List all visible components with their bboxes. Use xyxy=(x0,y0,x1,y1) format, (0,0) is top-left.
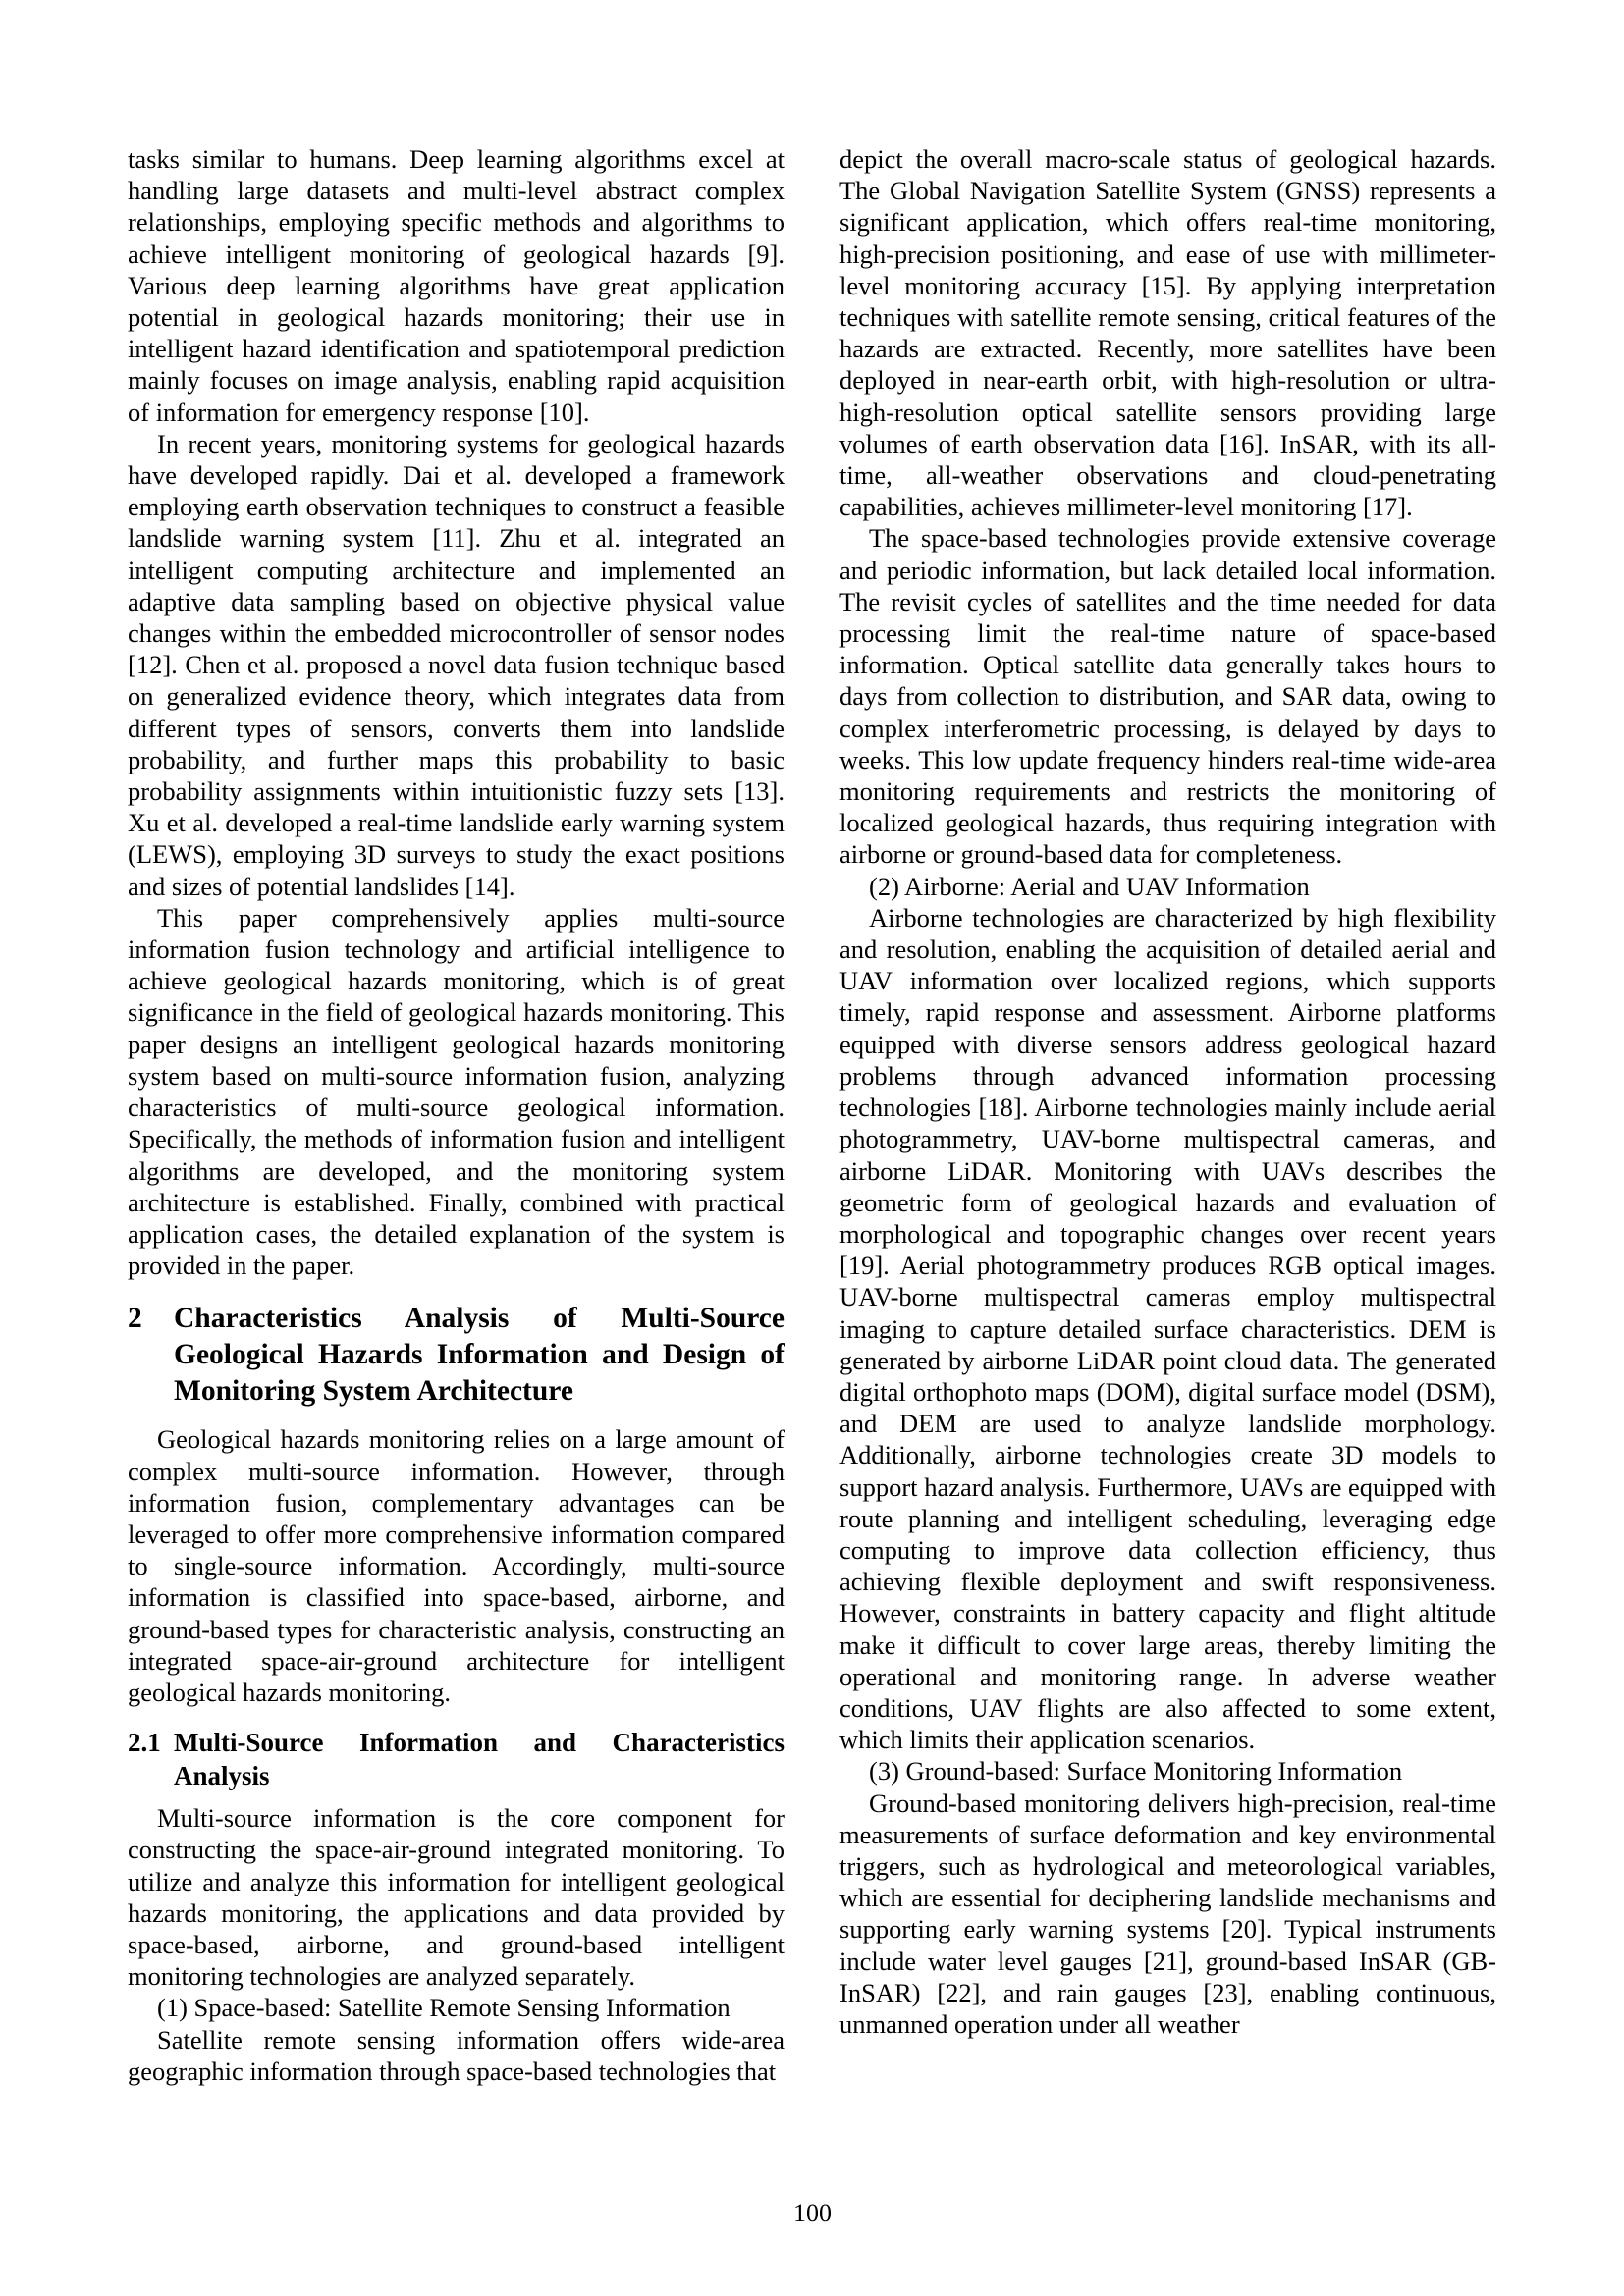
right-column xyxy=(839,143,1496,2087)
paragraph-satellite-offers: Satellite remote sensing information offers wide-area geographic information through space-based technologies that xyxy=(128,2024,785,2086)
list-item-space-based: (1) Space-based: Satellite Remote Sensing Information xyxy=(157,1993,731,2023)
two-column-body xyxy=(128,143,1497,2087)
paragraph-airborne: Airborne technologies are characterized by high flexibility and resolution, enabling the acquisition of detailed aerial and UAV information over localized regions, which supports timely, rapid response and assessment. Airborne platforms equipped with diverse sensors address geological hazard problems through advanced information processing technologies [18]. Airborne technologies mainly include aerial photogrammetry, UAV-borne multispectral cameras, and airborne LiDAR. Monitoring with UAVs describes the geometric form of geological hazards and evaluation of morphological and topographic changes over recent years [19]. Aerial photogrammetry produces RGB optical images. UAV-borne multispectral cameras employ multispectral imaging to capture detailed surface characteristics. DEM is generated by airborne LiDAR point cloud data. The generated digital orthophoto maps (DOM), digital surface model (DSM), and DEM are used to analyze landslide morphology. Additionally, airborne technologies create 3D models to support hazard analysis. Furthermore, UAVs are equipped with route planning and intelligent scheduling, leveraging edge computing to improve data collection efficiency, thus achieving flexible deployment and swift responsiveness. However, constraints in battery capacity and flight altitude make it difficult to cover large areas, thereby limiting the operational and monitoring range. In adverse weather conditions, UAV flights are also affected to some extent, which limits their application scenarios. xyxy=(839,902,1496,1755)
list-item-ground-based: (3) Ground-based: Surface Monitoring Information xyxy=(869,1756,1403,1787)
page-number: 100 xyxy=(793,2199,832,2227)
paragraph-geo-relies: Geological hazards monitoring relies on a large amount of complex multi-source information. However, through information fusion, complementary advantages can be leveraged to offer more comprehensive information compared to single-source information. Accordingly, multi-source information is classified into space-based, airborne, and ground-based types for characteristic analysis, constructing an integrated space-air-ground architecture for intelligent geological hazards monitoring. xyxy=(128,1424,785,1707)
paragraph-multi-source-core: Multi-source information is the core component for constructing the space-air-ground integrated monitoring. To utilize and analyze this information for intelligent geological hazards monitoring, the applications and data provided by space-based, airborne, and ground-based intelligent monitoring technologies are analyzed separately. xyxy=(128,1803,785,1992)
left-column xyxy=(128,143,785,2087)
paragraph-depict: depict the overall macro-scale status of geological hazards. The Global Navigation Satellite System (GNSS) represents a significant application, which offers real-time monitoring, high-precision positioning, and ease of use with millimeter-level monitoring accuracy [15]. By applying interpretation techniques with satellite remote sensing, critical features of the hazards are extracted. Recently, more satellites have been deployed in near-earth orbit, with high-resolution or ultra-high-resolution optical satellite sensors providing large volumes of earth observation data [16]. InSAR, with its all-time, all-weather observations and cloud-penetrating capabilities, achieves millimeter-level monitoring [17]. xyxy=(839,144,1496,522)
paragraph-ground-based: Ground-based monitoring delivers high-precision, real-time measurements of surface deformation and key environmental triggers, such as hydrological and meteorological variables, which are essential for deciphering landslide mechanisms and supporting early warning systems [20]. Typical instruments include water level gauges [21], ground-based InSAR (GB-InSAR) [22], and rain gauges [23], enabling continuous, unmanned operation under all weather xyxy=(839,1788,1496,2039)
section-2-1-title: Multi-Source Information and Characteristics Analysis xyxy=(174,1728,785,1791)
paragraph-recent-years: In recent years, monitoring systems for geological hazards have developed rapidly. Dai et al. developed a framework employing earth observation techniques to construct a feasible landslide warning system [11]. Zhu et al. integrated an intelligent computing architecture and implemented an adaptive data sampling based on objective physical value changes within the embedded microcontroller of sensor nodes [12]. Chen et al. proposed a novel data fusion technique based on generalized evidence theory, which integrates data from different types of sensors, converts them into landslide probability, and further maps this probability to basic probability assignments within intuitionistic fuzzy sets [13]. Xu et al. developed a real-time landslide early warning system (LEWS), employing 3D surveys to study the exact positions and sizes of potential landslides [14]. xyxy=(128,428,785,901)
paragraph-deep-learning: tasks similar to humans. Deep learning algorithms excel at handling large datasets and multi-level abstract complex relationships, employing specific methods and algorithms to achieve intelligent monitoring of geological hazards [9]. Various deep learning algorithms have great application potential in geological hazards monitoring; their use in intelligent hazard identification and spatiotemporal prediction mainly focuses on image analysis, enabling rapid acquisition of information for emergency response [10]. xyxy=(128,144,785,427)
list-item-airborne: (2) Airborne: Aerial and UAV Information xyxy=(869,871,1310,901)
section-2-number: 2 xyxy=(128,1303,142,1335)
section-2-heading xyxy=(128,1301,785,1410)
paragraph-this-paper: This paper comprehensively applies multi-source information fusion technology and artificial intelligence to achieve geological hazards monitoring, which is of great significance in the field of geological hazards monitoring. This paper designs an intelligent geological hazards monitoring system based on multi-source information fusion, analyzing characteristics of multi-source geological information. Specifically, the methods of information fusion and intelligent algorithms are developed, and the monitoring system architecture is established. Finally, combined with practical application cases, the detailed explanation of the system is provided in the paper. xyxy=(128,902,785,1281)
section-2-1-heading xyxy=(128,1726,785,1792)
section-2-title: Characteristics Analysis of Multi-Source Geological Hazards Information and Design of Monitoring System Architecture xyxy=(174,1303,785,1408)
section-2-1-number: 2.1 xyxy=(128,1728,161,1758)
paragraph-space-based-tech: The space-based technologies provide extensive coverage and periodic information, but lack detailed local information. The revisit cycles of satellites and the time needed for data processing limit the real-time nature of space-based information. Optical satellite data generally takes hours to days from collection to distribution, and SAR data, owing to complex interferometric processing, is delayed by days to weeks. This low update frequency hinders real-time wide-area monitoring requirements and restricts the monitoring of localized geological hazards, thus requiring integration with airborne or ground-based data for completeness. xyxy=(839,523,1496,870)
